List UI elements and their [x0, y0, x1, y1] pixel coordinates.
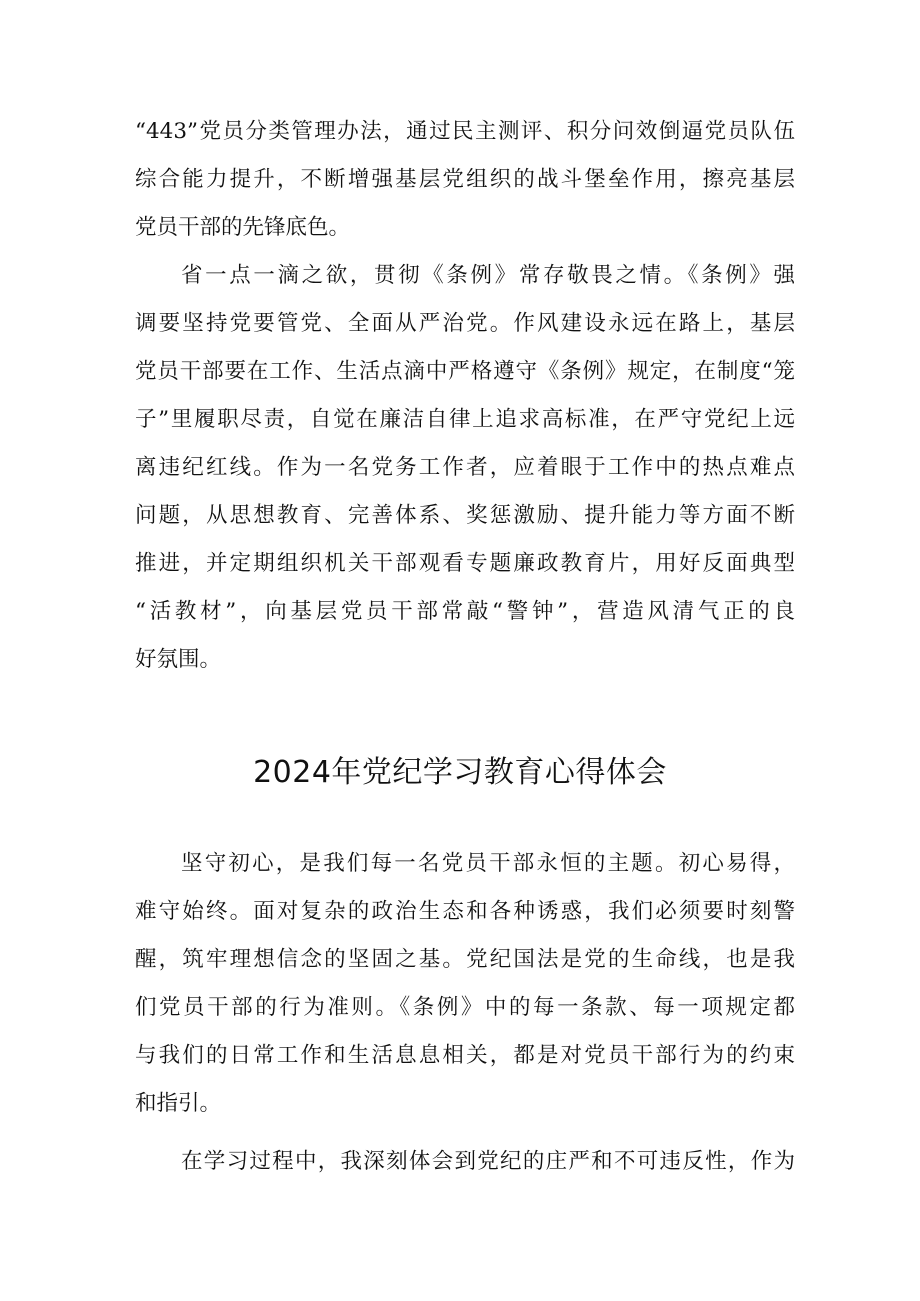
- text-line: 难守始终。面对复杂的政治生态和各种诱惑，我们必须要时刻警: [135, 899, 795, 924]
- paragraph-2: [135, 252, 795, 684]
- text-line: 党员干部要在工作、生活点滴中严格遵守《条例》规定，在制度“笼: [135, 359, 795, 384]
- text-line: 问题，从思想教育、完善体系、奖惩激励、提升能力等方面不断: [135, 503, 795, 528]
- text-line: 坚守初心，是我们每一名党员干部永恒的主题。初心易得，: [181, 851, 795, 876]
- text-line: 子”里履职尽责，自觉在廉洁自律上追求高标准，在严守党纪上远: [135, 407, 795, 432]
- text-line: 离违纪红线。作为一名党务工作者，应着眼于工作中的热点难点: [135, 455, 795, 480]
- paragraph-1: [135, 108, 795, 252]
- text-line: “活教材”，向基层党员干部常敲“警钟”，营造风清气正的良: [135, 599, 795, 624]
- text-line: 调要坚持党要管党、全面从严治党。作风建设永远在路上，基层: [135, 311, 795, 336]
- text-line: 党员干部的先锋底色。: [135, 215, 351, 240]
- text-line: 与我们的日常工作和生活息息相关，都是对党员干部行为的约束: [135, 1043, 795, 1068]
- paragraph-3: [135, 840, 795, 1128]
- text-line: 醒，筑牢理想信念的坚固之基。党纪国法是党的生命线，也是我: [135, 947, 795, 972]
- text-line: 们党员干部的行为准则。《条例》中的每一条款、每一项规定都: [135, 995, 795, 1020]
- text-line: 和指引。: [135, 1091, 222, 1116]
- text-line: “443”党员分类管理办法，通过民主测评、积分问效倒逼党员队伍: [135, 119, 795, 144]
- text-line: 综合能力提升，不断增强基层党组织的战斗堡垒作用，擦亮基层: [135, 167, 795, 192]
- text-line: 省一点一滴之欲，贯彻《条例》常存敬畏之情。《条例》强: [181, 263, 795, 288]
- text-line: 推进，并定期组织机关干部观看专题廉政教育片，用好反面典型: [135, 551, 795, 576]
- document-title: 2024年党纪学习教育心得体会: [253, 755, 667, 790]
- text-line: 在学习过程中，我深刻体会到党纪的庄严和不可违反性，作为: [181, 1149, 795, 1174]
- paragraph-4: [135, 1138, 795, 1186]
- text-line: 好氛围。: [135, 647, 222, 672]
